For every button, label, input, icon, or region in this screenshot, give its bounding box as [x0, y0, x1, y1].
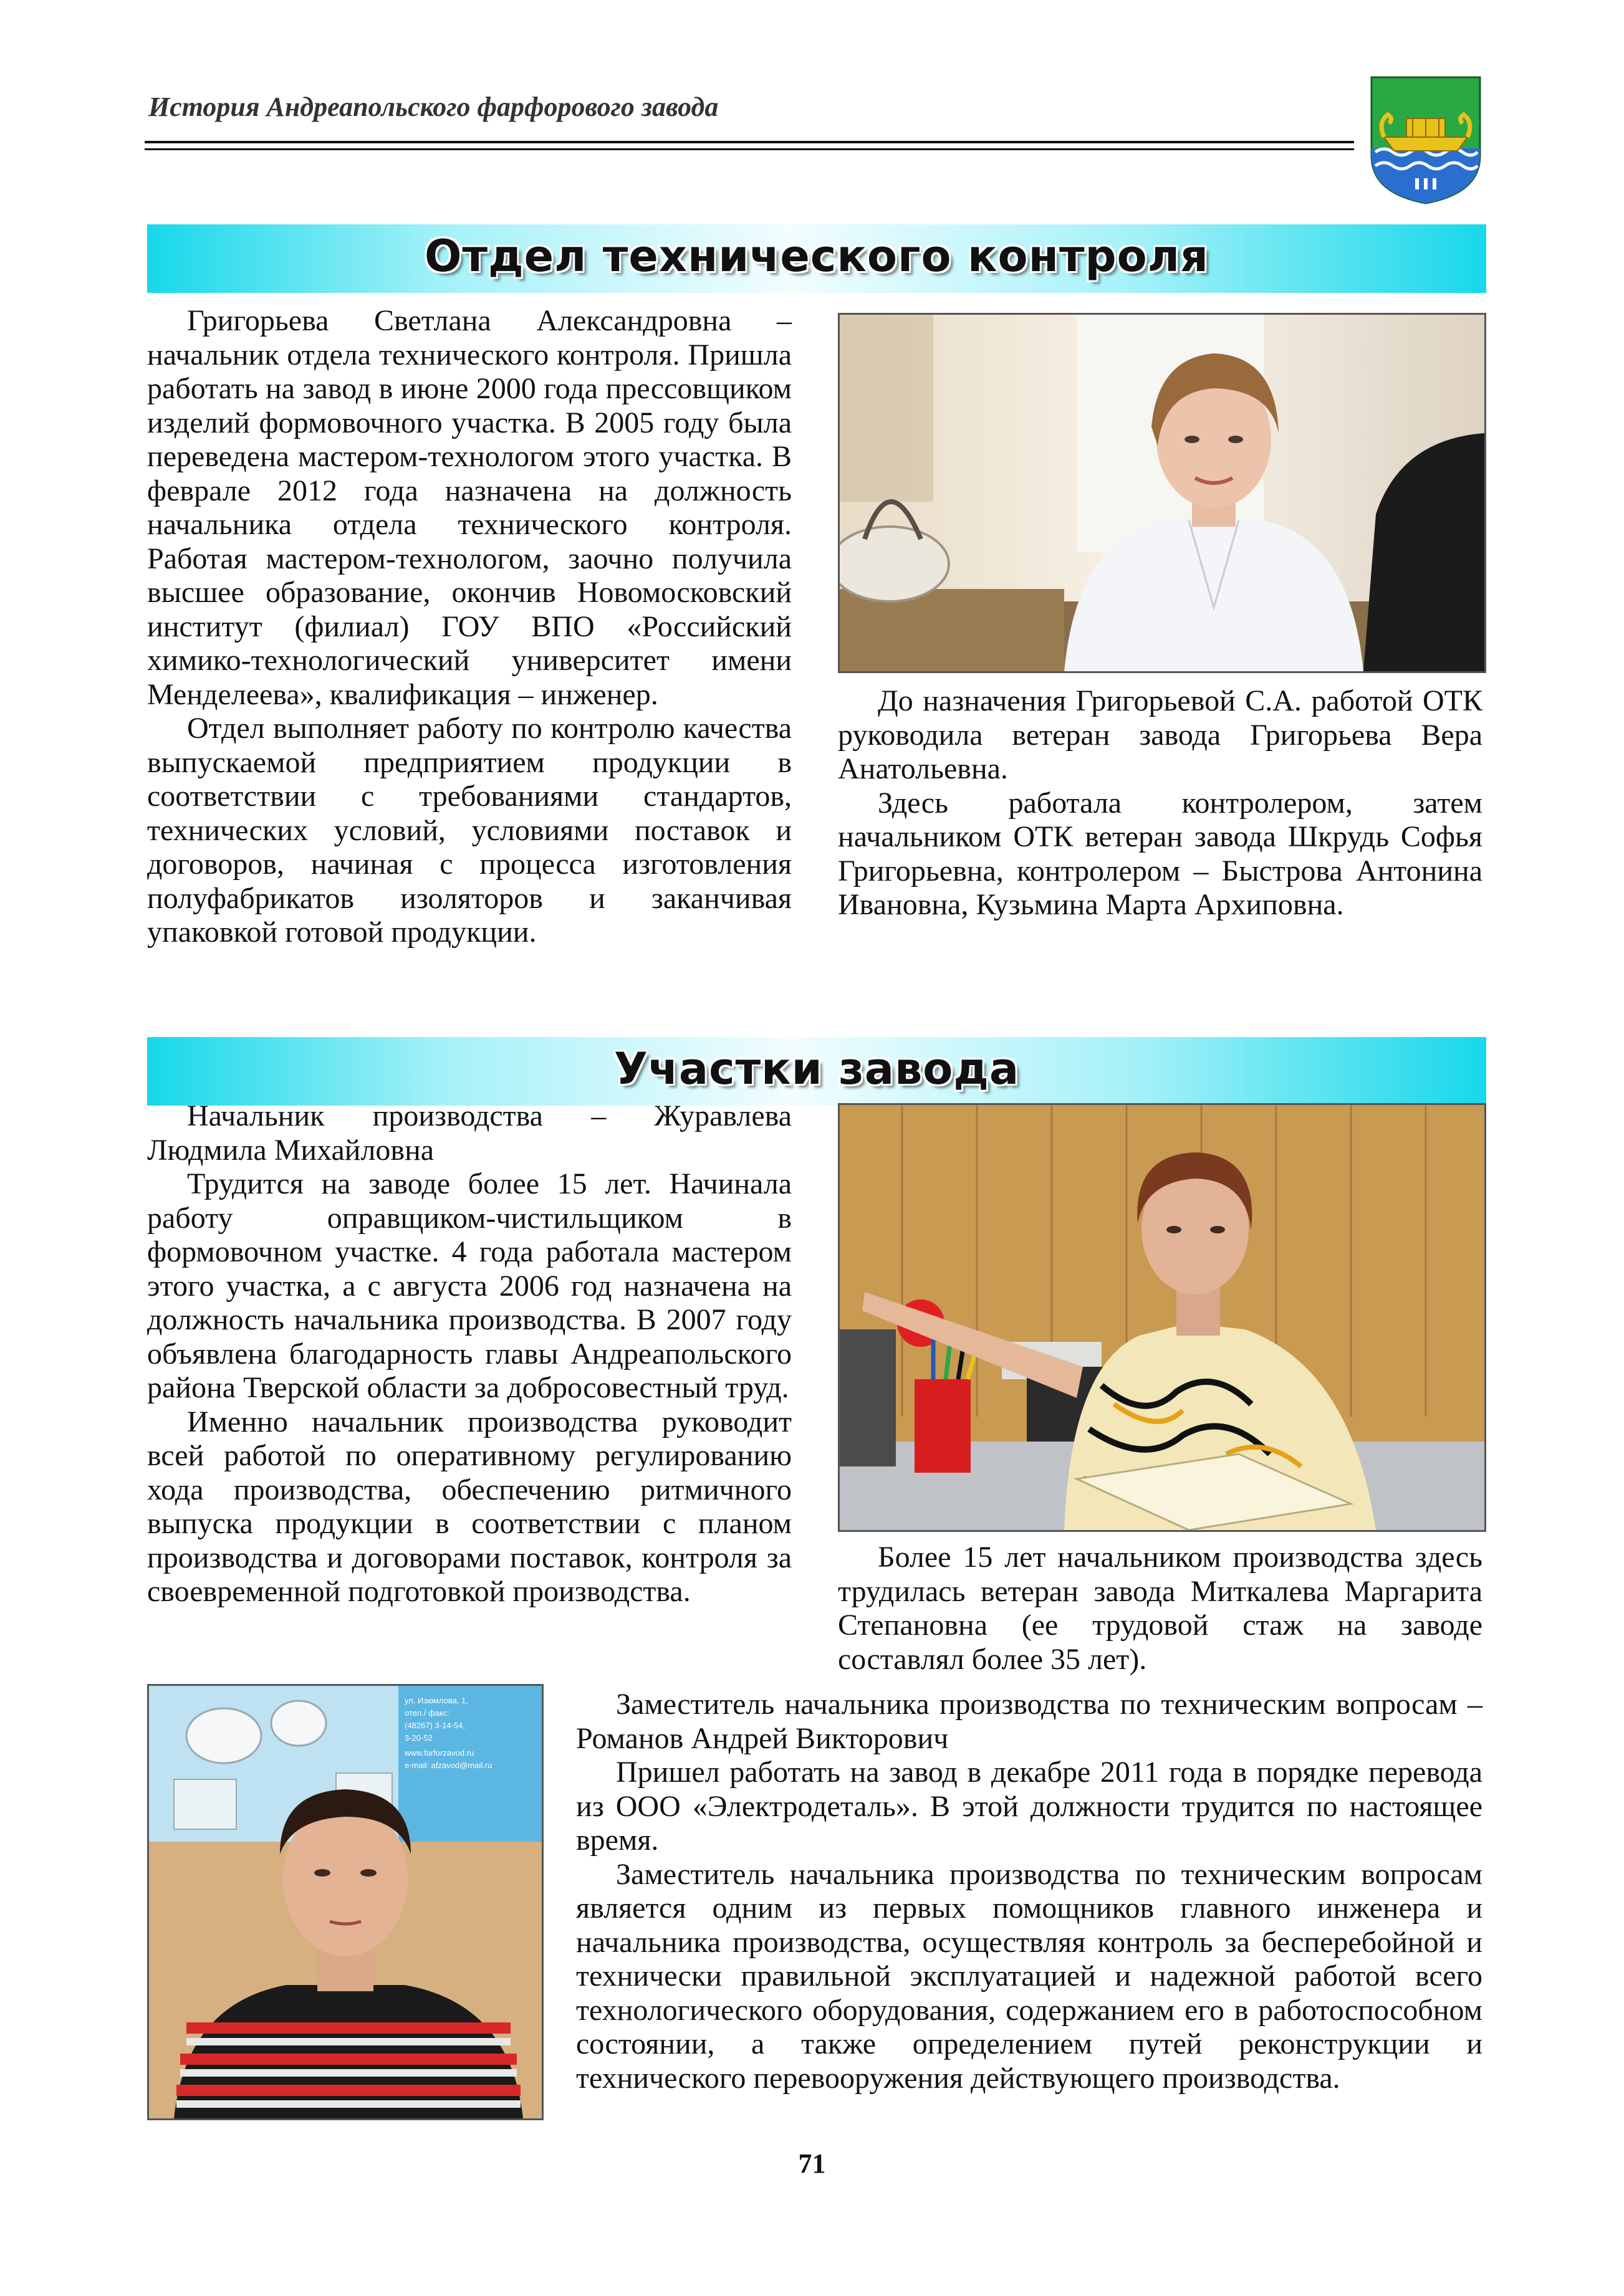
paragraph: Более 15 лет начальником производства здесь трудилась ветеран завода Миткалева Маргарита Степановна (ее трудовой стаж на заводе составлял более 35 лет). [838, 1541, 1482, 1676]
paragraph: Начальник производства – Журавлева Людмила Михайловна [147, 1099, 792, 1167]
poster-text-line: (48267) 3-14-54, [405, 1721, 465, 1730]
paragraph: Именно начальник производства руководит всей работой по оперативному регулированию хода производства, обеспечению ритмичного выпуска продукции в соответствии с планом производства и договорами поставок, контроля за своевременной подготовкой производства. [147, 1405, 792, 1608]
section-title-otk: Отдел технического контроля [425, 231, 1209, 282]
paragraph: Пришел работать на завод в декабре 2011 года в порядке перевода из ООО «Электродеталь». В этой должности трудится по настоящее время. [576, 1756, 1482, 1857]
photo-romanov [147, 1684, 544, 2120]
poster-text-line: www.farforzavod.ru [405, 1748, 474, 1758]
photo-grigorieva [838, 313, 1486, 673]
coat-of-arms-icon [1369, 75, 1482, 206]
section-title-uchastki: Участки завода [613, 1043, 1020, 1094]
section1-left-text [147, 304, 792, 950]
section1-right-text [838, 684, 1482, 922]
header-rule [145, 141, 1354, 143]
paragraph: Заместитель начальника производства по техническим вопросам – Романов Андрей Викторович [576, 1688, 1482, 1755]
header-title: История Андреапольского фарфорового завода [148, 92, 719, 122]
section-banner-otk [147, 224, 1486, 293]
photo-zhuravleva [838, 1103, 1486, 1532]
paragraph: Отдел выполняет работу по контролю качества выпускаемой предприятием продукции в соответствии с требованиями стандартов, технических условий, условиями поставок и договоров, начиная с процесса изготовления полуфабрикатов изоляторов и заканчивая упаковкой готовой продукции. [147, 712, 792, 949]
poster-text-line: ул. Изюмлова, 1, [405, 1696, 468, 1705]
page-number: 71 [798, 2148, 826, 2179]
paragraph: Григорьева Светлана Александровна – начальник отдела технического контроля. Пришла работать на завод в июне 2000 года прессовщиком изделий формовочного участка. В 2005 году была переведена мастером-технологом этого участка. В феврале 2012 года назначена на должность начальника отдела технического контроля. Работая мастером-технологом, заочно получила высшее образование, окончив Новомосковский институт (филиал) ГОУ ВПО «Российский химико-технологический университет имени Менделеева», квалификация – инженер. [147, 304, 792, 711]
section2-right-caption [838, 1541, 1482, 1677]
poster-text-line: 3-20-52 [405, 1733, 433, 1743]
section-banner-uchastki [147, 1037, 1486, 1106]
paragraph: До назначения Григорьевой С.А. работой ОТК руководила ветеран завода Григорьева Вера Анатольевна. [838, 684, 1482, 785]
paragraph: Трудится на заводе более 15 лет. Начинала работу оправщиком-чистильщиком в формовочном участке. 4 года работала мастером этого участка, а с августа 2006 год назначена на должность начальника производства. В 2007 году объявлена благодарность главы Андреапольского района Тверской области за добросовестный труд. [147, 1167, 792, 1404]
section2-bottom-text [576, 1688, 1482, 2095]
poster-text-line: e-mail: afzavod@mail.ru [405, 1761, 492, 1770]
paragraph: Здесь работала контролером, затем начальником ОТК ветеран завода Шкрудь Софья Григорьевна, контролером – Быстрова Антонина Ивановна, Кузьмина Марта Архиповна. [838, 786, 1482, 921]
section2-left-text [147, 1099, 792, 1609]
header-rule-thin [145, 148, 1354, 150]
poster-text-line: отел./ факс: [405, 1708, 449, 1718]
paragraph: Заместитель начальника производства по техническим вопросам является одним из первых помощников главного инженера и начальника производства, осуществляя контроль за бесперебойной и технически правильной эксплуатацией и надежной работой всего технологического оборудования, содержанием его в работоспособном состоянии, а также определением путей реконструкции и технического перевооружения действующего производства. [576, 1857, 1482, 2095]
